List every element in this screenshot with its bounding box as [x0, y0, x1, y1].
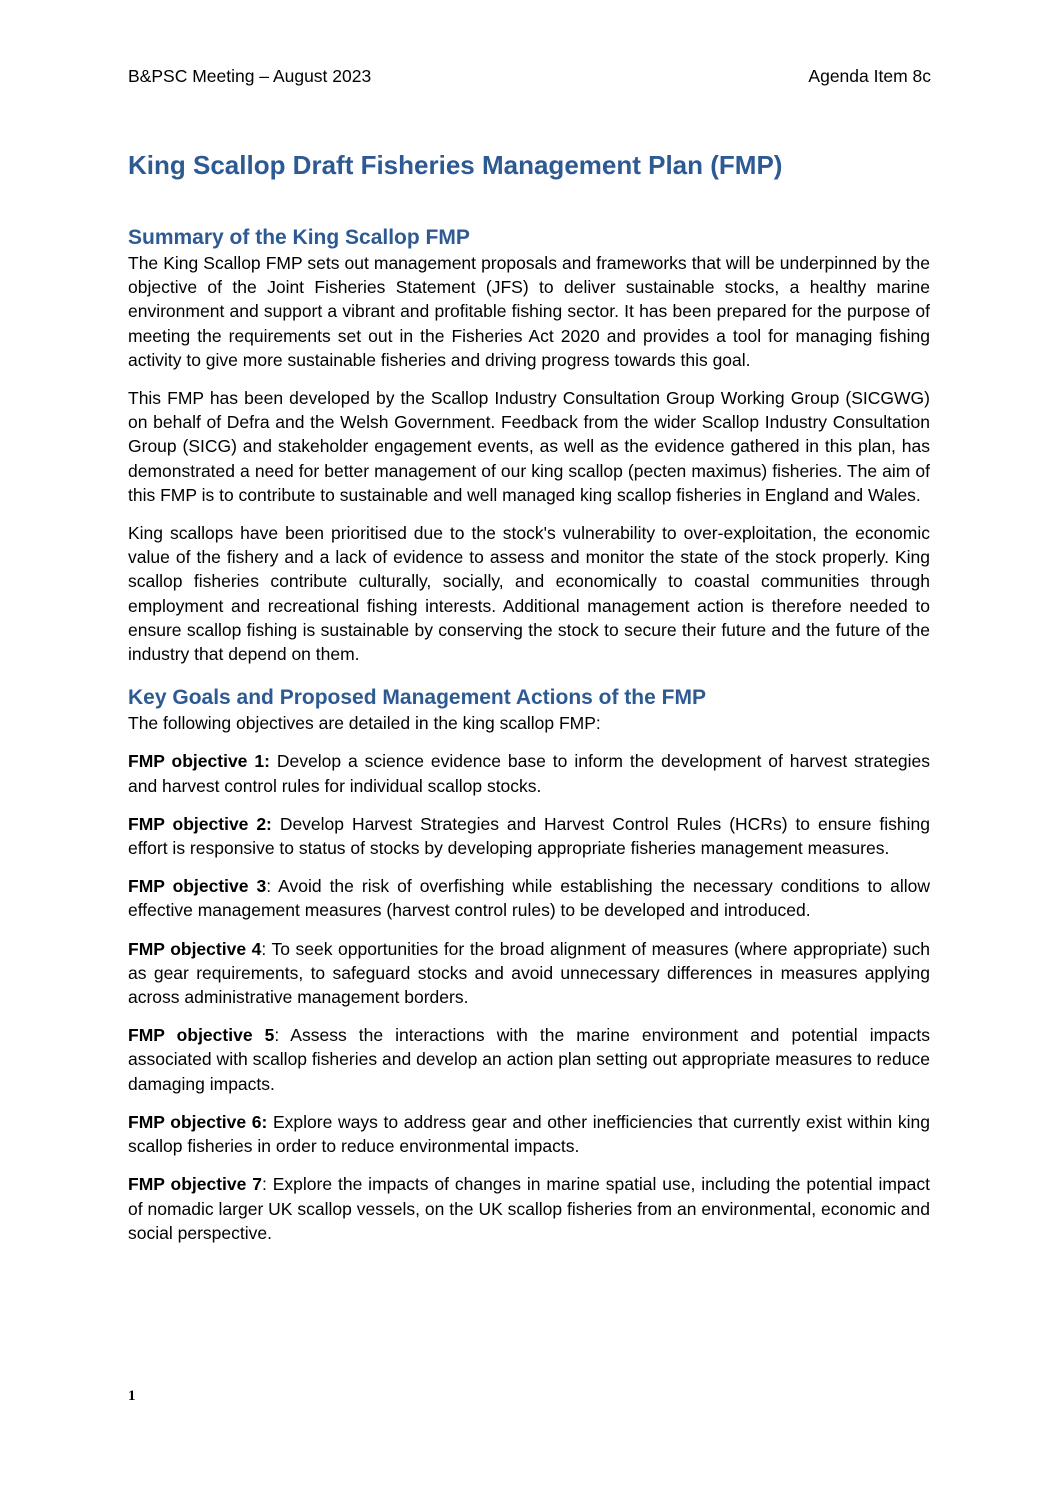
objective-text: Develop Harvest Strategies and Harvest Control Rules (HCRs) to ensure fishing effort is responsive to status of stocks by developing appropriate fisheries management measures. — [128, 813, 930, 859]
objective-label: FMP objective 5 — [128, 1025, 275, 1046]
objective-item — [128, 749, 930, 797]
summary-paragraph: The King Scallop FMP sets out management proposals and frameworks that will be underpinned by the objective of the Joint Fisheries Statement (JFS) to deliver sustainable stocks, a healthy marine environment and support a vibrant and profitable fishing sector. It has been prepared for the purpose of meeting the requirements set out in the Fisheries Act 2020 and provides a tool for managing fishing activity to give more sustainable fisheries and driving progress towards this goal. — [128, 253, 930, 370]
objective-label: FMP objective 6: — [128, 1111, 268, 1132]
goals-heading: Key Goals and Proposed Management Actions of the FMP — [128, 686, 706, 710]
objective-item — [128, 812, 930, 860]
objective-label: FMP objective 2: — [128, 813, 272, 834]
objective-item — [128, 937, 930, 1010]
objective-item — [128, 1110, 930, 1158]
goals-intro: The following objectives are detailed in the king scallop FMP: — [128, 713, 601, 734]
objective-item — [128, 1023, 930, 1096]
objective-item — [128, 874, 930, 922]
header-meeting: B&PSC Meeting – August 2023 — [128, 66, 372, 86]
objective-label: FMP objective 3 — [128, 876, 267, 897]
objective-label: FMP objective 7 — [128, 1174, 262, 1195]
objective-item — [128, 1172, 930, 1245]
summary-heading: Summary of the King Scallop FMP — [128, 226, 470, 249]
objective-text: Develop a science evidence base to inform the development of harvest strategies and harvest control rules for individual scallop stocks. — [128, 751, 930, 796]
summary-section — [128, 224, 930, 666]
objective-text: : Assess the interactions with the marine environment and potential impacts associated with scallop fisheries and develop an action plan setting out appropriate measures to reduce damaging impacts. — [128, 1025, 930, 1094]
document-body — [128, 224, 930, 1259]
objective-text: : Explore the impacts of changes in marine spatial use, including the potential impact of nomadic larger UK scallop vessels, on the UK scallop fisheries from an environmental, economic and social perspective. — [128, 1174, 930, 1243]
summary-paragraph: King scallops have been prioritised due to the stock's vulnerability to over-exploitation, the economic value of the fishery and a lack of evidence to assess and monitor the state of the stock properly. King scallop fisheries contribute culturally, socially, and economically to coastal communities through employment and recreational fishing interests. Additional management action is therefore needed to ensure scallop fishing is sustainable by conserving the stock to secure their future and the future of the industry that depend on them. — [128, 523, 930, 665]
header-agenda-item: Agenda Item 8c — [808, 66, 931, 86]
objective-text: : Avoid the risk of overfishing while establishing the necessary conditions to allow effective management measures (harvest control rules) to be developed and introduced. — [128, 876, 930, 921]
objective-label: FMP objective 4 — [128, 938, 262, 959]
goals-section — [128, 684, 930, 1245]
document-title: King Scallop Draft Fisheries Management Plan (FMP) — [128, 150, 783, 180]
summary-paragraph: This FMP has been developed by the Scallop Industry Consultation Group Working Group (SICGWG) on behalf of Defra and the Welsh Government. Feedback from the wider Scallop Industry Consultation Group (SICG) and stakeholder engagement events, as well as the evidence gathered in this plan, has demonstrated a need for better management of our king scallop (pecten maximus) fisheries. The aim of this FMP is to contribute to sustainable and well managed king scallop fisheries in England and Wales. — [128, 388, 930, 505]
objective-text: Explore ways to address gear and other inefficiencies that currently exist within king scallop fisheries in order to reduce environmental impacts. — [128, 1111, 930, 1157]
objective-text: : To seek opportunities for the broad alignment of measures (where appropriate) such as gear requirements, to safeguard stocks and avoid unnecessary differences in measures applying across administrative management borders. — [128, 938, 930, 1008]
objective-label: FMP objective 1: — [128, 751, 270, 772]
page-number: 1 — [128, 1388, 136, 1404]
